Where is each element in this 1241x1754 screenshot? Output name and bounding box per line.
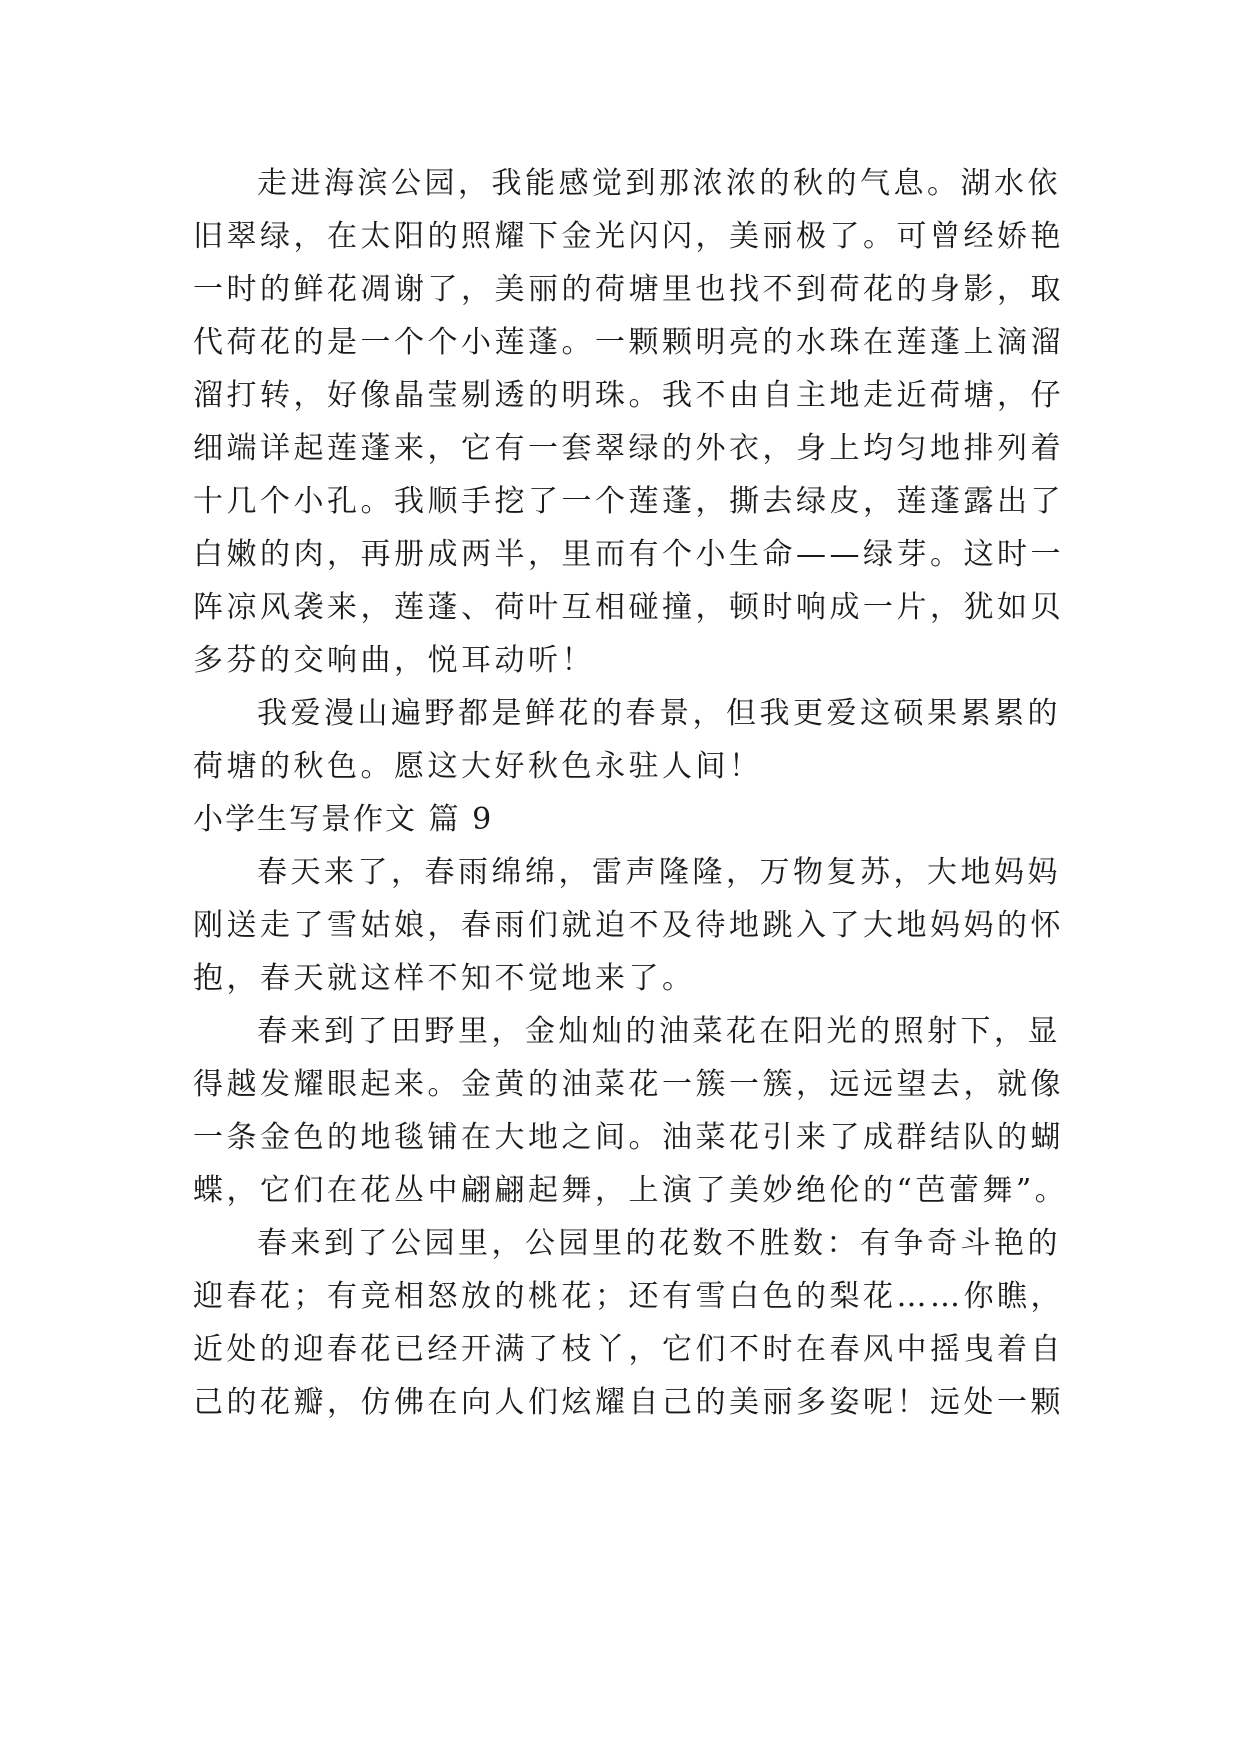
text-line: 白嫩的肉，再册成两半，里而有个小生命——绿芽。这时一 (193, 537, 1064, 572)
text-line: 己的花瓣，仿佛在向人们炫耀自己的美丽多姿呢！远处一颗 (193, 1385, 1064, 1420)
text-line: 迎春花；有竞相怒放的桃花；还有雪白色的梨花……你瞧， (193, 1279, 1064, 1314)
text-line: 旧翠绿，在太阳的照耀下金光闪闪，美丽极了。可曾经娇艳 (193, 219, 1064, 254)
section-heading (193, 793, 1055, 846)
text-line: 春来到了田野里，金灿灿的油菜花在阳光的照射下，显 (257, 1014, 1061, 1049)
text-line: 溜打转，好像晶莹剔透的明珠。我不由自主地走近荷塘，仔 (193, 378, 1064, 413)
text-line: 春来到了公园里，公园里的花数不胜数：有争奇斗艳的 (257, 1226, 1061, 1261)
text-line: 得越发耀眼起来。金黄的油菜花一簇一簇，远远望去，就像 (193, 1067, 1064, 1102)
text-line: 细端详起莲蓬来，它有一套翠绿的外衣，身上均匀地排列着 (193, 431, 1064, 466)
section-heading-text: 小学生写景作文 篇 9 (193, 802, 494, 837)
text-line: 代荷花的是一个个小莲蓬。一颗颗明亮的水珠在莲蓬上滴溜 (193, 325, 1064, 360)
text-line: 一条金色的地毯铺在大地之间。油菜花引来了成群结队的蝴 (193, 1120, 1064, 1155)
paragraph (193, 687, 1061, 793)
paragraph (193, 157, 1064, 687)
text-line: 走进海滨公园，我能感觉到那浓浓的秋的气息。湖水依 (257, 166, 1061, 201)
text-line: 一时的鲜花凋谢了，美丽的荷塘里也找不到荷花的身影，取 (193, 272, 1064, 307)
text-line: 十几个小孔。我顺手挖了一个莲蓬，撕去绿皮，莲蓬露出了 (193, 484, 1064, 519)
paragraph (193, 1005, 1069, 1217)
text-line: 荷塘的秋色。愿这大好秋色永驻人间！ (193, 749, 763, 784)
text-line: 多芬的交响曲，悦耳动听！ (193, 643, 595, 678)
text-line: 阵凉风袭来，莲蓬、荷叶互相碰撞，顿时响成一片，犹如贝 (193, 590, 1064, 625)
text-line: 春天来了，春雨绵绵，雷声隆隆，万物复苏，大地妈妈 (257, 855, 1061, 890)
text-line: 抱，春天就这样不知不觉地来了。 (193, 961, 696, 996)
paragraph (193, 846, 1064, 1005)
text-line: 近处的迎春花已经开满了枝丫，它们不时在春风中摇曳着自 (193, 1332, 1064, 1367)
text-line: 刚送走了雪姑娘，春雨们就迫不及待地跳入了大地妈妈的怀 (193, 908, 1064, 943)
text-line: 蝶，它们在花丛中翩翩起舞，上演了美妙绝伦的“芭蕾舞”。 (193, 1173, 1069, 1208)
paragraph (193, 1217, 1064, 1429)
text-line: 我爱漫山遍野都是鲜花的春景，但我更爱这硕果累累的 (257, 696, 1061, 731)
document-body (193, 157, 1069, 1429)
